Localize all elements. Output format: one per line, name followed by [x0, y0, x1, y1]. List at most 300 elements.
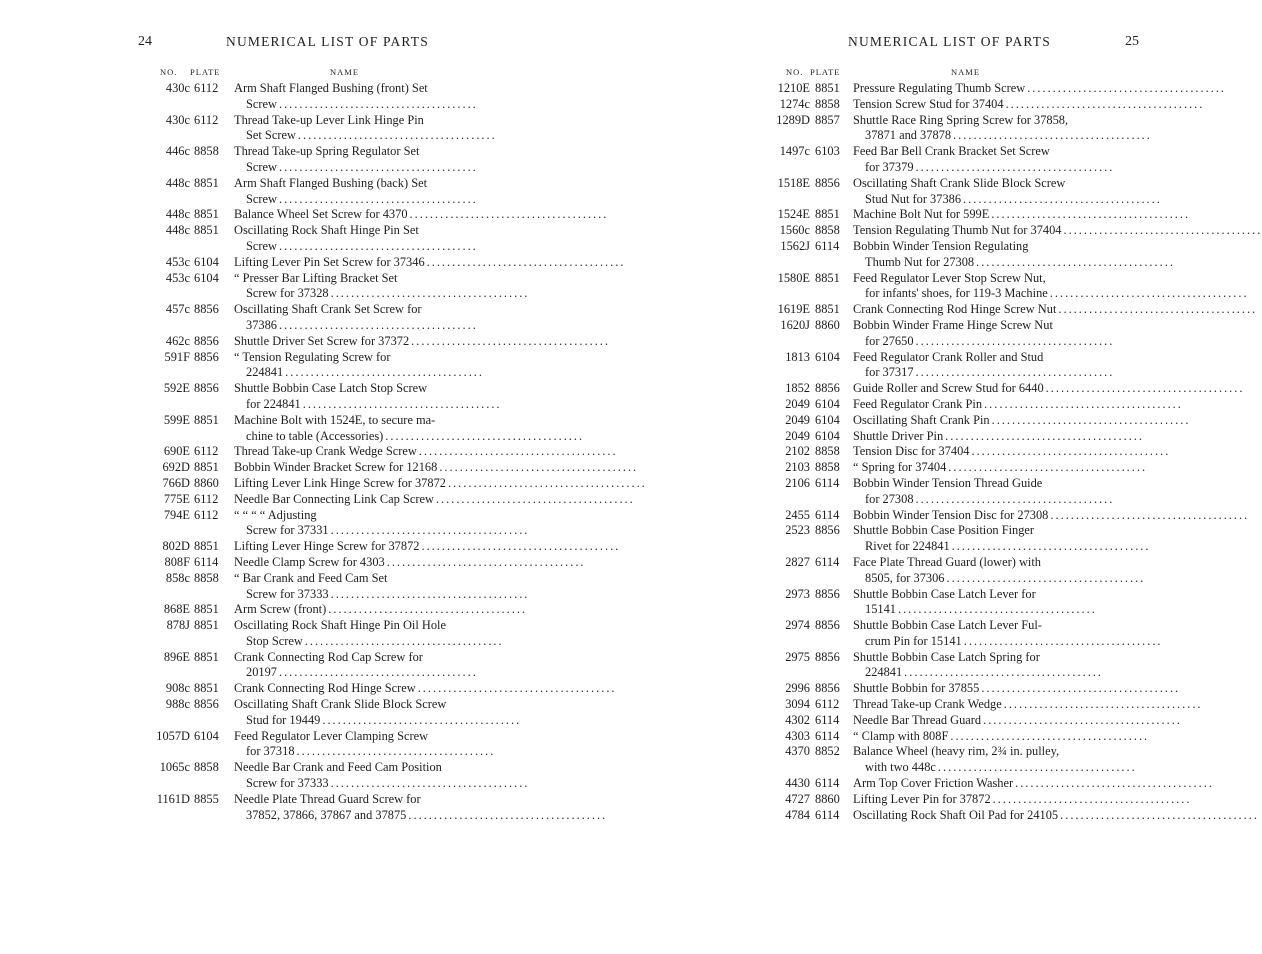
part-name-text: Thumb Nut for 27308	[865, 254, 975, 269]
part-entry	[150, 144, 478, 176]
part-number: 1057D	[156, 728, 190, 743]
part-name-line	[853, 286, 1249, 302]
part-entry	[766, 81, 1226, 97]
part-name	[234, 444, 618, 460]
part-name	[234, 349, 484, 382]
part-entry	[766, 618, 1163, 650]
part-name-line	[234, 286, 530, 302]
part-entry	[766, 396, 1183, 413]
part-name-text: Oscillating Shaft Crank Slide Block Screw	[234, 697, 447, 712]
part-name-text: for 224841	[246, 396, 301, 411]
part-entry	[766, 238, 1175, 271]
part-number: 1852	[785, 381, 810, 396]
part-name-line	[853, 665, 1103, 681]
plate-number: 6104	[194, 254, 219, 269]
leader-dots: .......................................	[297, 128, 497, 143]
part-name	[234, 554, 586, 571]
plate-number: 6114	[815, 238, 840, 253]
part-number: 446c	[165, 144, 190, 159]
part-name-text: crum Pin for 15141	[865, 633, 962, 648]
part-entry	[766, 681, 1181, 697]
part-name	[234, 618, 504, 650]
plate-number: 6114	[815, 776, 840, 791]
part-entry	[150, 112, 497, 145]
part-name-text: Face Plate Thread Guard (lower) with	[853, 554, 1041, 569]
part-name	[853, 381, 1245, 397]
part-name	[853, 302, 1258, 318]
part-entry	[766, 96, 1205, 113]
part-name-line	[234, 792, 478, 808]
part-name-line	[234, 350, 478, 366]
part-name-text: Guide Roller and Screw Stud for 6440	[853, 381, 1044, 396]
leader-dots: .......................................	[426, 254, 626, 269]
part-name-text: Oscillating Shaft Crank Set Screw for	[234, 302, 422, 317]
part-name-text: Oscillating Rock Shaft Hinge Pin Set	[234, 223, 419, 238]
part-name-text: 20197	[246, 665, 277, 680]
leader-dots: .......................................	[1050, 507, 1250, 522]
plate-number: 8851	[194, 649, 219, 664]
part-number: 4784	[785, 807, 810, 822]
part-name-text: Crank Connecting Rod Hinge Screw Nut	[853, 302, 1057, 317]
part-name-line	[234, 428, 585, 445]
part-name-text: Needle Bar Crank and Feed Cam Position	[234, 760, 442, 775]
part-name	[234, 333, 610, 350]
part-number: 2049	[785, 396, 810, 411]
part-name-line	[234, 318, 478, 334]
part-name-line	[853, 728, 1150, 745]
part-name-text: Needle Clamp Screw for 4303	[234, 554, 385, 569]
part-name-text: for 37318	[246, 744, 295, 759]
part-number: 2974	[785, 618, 810, 633]
part-entry	[150, 728, 496, 761]
part-name	[234, 223, 478, 255]
part-entry	[766, 697, 1203, 713]
part-name-line	[234, 744, 496, 760]
part-name-text: Arm Shaft Flanged Bushing (back) Set	[234, 175, 428, 190]
part-name-line	[234, 776, 530, 792]
leader-dots: .......................................	[408, 807, 608, 822]
part-name-text: Feed Regulator Crank Roller and Stud	[853, 349, 1044, 364]
part-number: 2973	[785, 586, 810, 601]
part-name	[853, 238, 1175, 271]
part-name-text: Needle Bar Thread Guard	[853, 712, 982, 727]
part-name-line	[234, 223, 478, 239]
part-number: 2523	[785, 523, 810, 538]
leader-dots: .......................................	[963, 191, 1162, 206]
part-name	[234, 270, 530, 303]
part-name	[234, 475, 647, 492]
part-name-line	[234, 618, 478, 634]
leader-dots: .......................................	[991, 207, 1191, 222]
part-name-text: Shuttle Driver Set Screw for 37372	[234, 333, 410, 348]
part-name-line	[234, 729, 478, 745]
plate-number: 8852	[815, 744, 840, 759]
leader-dots: .......................................	[945, 428, 1144, 443]
part-name-text: Machine Bolt with 1524E, to secure ma-	[234, 412, 436, 427]
plate-number: 8851	[194, 223, 219, 238]
part-name	[853, 412, 1191, 429]
part-name	[853, 81, 1226, 97]
plate-number: 6114	[815, 712, 840, 727]
part-entry	[150, 223, 478, 255]
part-name-line	[853, 633, 1163, 650]
part-name	[234, 728, 496, 761]
part-name	[853, 712, 1182, 729]
part-name-line	[234, 633, 504, 650]
part-entry	[150, 507, 530, 540]
part-name-line	[234, 254, 626, 271]
plate-number: 8851	[194, 175, 219, 190]
part-number: 448c	[165, 207, 190, 222]
part-entry	[766, 381, 1245, 397]
part-name	[853, 807, 1259, 824]
plate-number: 8851	[194, 618, 219, 633]
parts-list	[766, 81, 1262, 823]
part-name	[234, 681, 617, 697]
part-name	[853, 175, 1162, 208]
column-header-plate: PLATE	[190, 67, 221, 77]
leader-dots: .......................................	[278, 96, 478, 111]
leader-dots: .......................................	[304, 633, 504, 648]
part-name-line	[234, 602, 528, 618]
leader-dots: .......................................	[963, 633, 1163, 648]
plate-number: 8851	[194, 412, 219, 427]
leader-dots: .......................................	[278, 159, 478, 174]
part-name-line	[234, 144, 478, 160]
leader-dots: .......................................	[285, 365, 484, 380]
part-name	[853, 649, 1103, 682]
part-number: 868E	[163, 602, 190, 617]
plate-number: 8856	[815, 586, 840, 601]
part-name-text: Lifting Lever Pin Set Screw for 37346	[234, 254, 425, 269]
plate-number: 6114	[815, 507, 840, 522]
part-entry	[766, 207, 1191, 223]
part-name-text: for 37317	[865, 365, 914, 380]
part-number: 1210E	[777, 81, 810, 95]
part-name-text: with two 448c	[865, 760, 936, 775]
plate-number: 8860	[815, 317, 840, 332]
part-name	[853, 776, 1214, 792]
part-name-text: Screw for 37333	[246, 586, 329, 601]
part-entry	[766, 744, 1137, 776]
leader-dots: .......................................	[1045, 381, 1245, 396]
part-name-line	[234, 239, 478, 255]
part-name-line	[853, 555, 1099, 571]
leader-dots: .......................................	[984, 396, 1183, 411]
leader-dots: .......................................	[915, 159, 1115, 174]
part-name-line	[234, 113, 478, 129]
part-name-line	[853, 381, 1245, 397]
part-number: 896E	[163, 649, 190, 664]
plate-number: 8851	[194, 602, 219, 617]
leader-dots: .......................................	[418, 444, 618, 459]
part-name-line	[234, 523, 530, 539]
leader-dots: .......................................	[435, 491, 635, 506]
part-name-line	[853, 159, 1115, 176]
part-entry	[150, 539, 621, 555]
leader-dots: .......................................	[971, 444, 1171, 459]
column-header-name: NAME	[951, 67, 981, 77]
leader-dots: .......................................	[296, 744, 496, 759]
part-name	[234, 507, 530, 540]
part-number: 766D	[162, 475, 190, 490]
part-name-line	[234, 665, 478, 681]
plate-number: 8858	[194, 760, 219, 775]
part-name-line	[853, 460, 1148, 476]
part-name-line	[234, 192, 478, 208]
part-entry	[150, 697, 522, 729]
part-name-line	[853, 539, 1151, 555]
part-name-text: Tension Regulating Thumb Nut for 37404	[853, 223, 1062, 238]
leader-dots: .......................................	[278, 191, 478, 206]
part-name	[234, 760, 530, 792]
leader-dots: .......................................	[953, 128, 1152, 143]
part-name-line	[853, 207, 1191, 223]
part-name-text: Bobbin Winder Tension Thread Guide	[853, 475, 1043, 490]
part-name-text: Screw for 37333	[246, 776, 329, 791]
part-number: 430c	[165, 81, 190, 95]
part-name-line	[234, 650, 478, 666]
part-entry	[150, 349, 484, 382]
part-name-line	[234, 491, 635, 508]
part-name	[853, 587, 1099, 619]
part-number: 1274c	[779, 96, 810, 111]
plate-number: 6103	[815, 144, 840, 159]
part-name-text: Feed Regulator Crank Pin	[853, 396, 983, 411]
part-entry	[766, 776, 1214, 792]
part-name	[853, 475, 1115, 508]
part-name	[853, 349, 1115, 382]
part-entry	[766, 144, 1115, 176]
part-name-text: Needle Plate Thread Guard Screw for	[234, 791, 421, 806]
plate-number: 8855	[194, 791, 219, 806]
page-number: 24	[138, 34, 152, 49]
part-name-line	[234, 697, 478, 713]
plate-number: 8856	[194, 381, 219, 396]
part-number: 453c	[165, 254, 190, 269]
leader-dots: .......................................	[322, 712, 522, 727]
part-name-line	[853, 697, 1203, 713]
part-name-line	[853, 712, 1182, 729]
plate-number: 8858	[815, 223, 840, 238]
plate-number: 8856	[815, 523, 840, 538]
part-number: 2455	[785, 507, 810, 522]
leader-dots: .......................................	[1049, 286, 1249, 301]
leader-dots: .......................................	[915, 491, 1115, 506]
part-name	[853, 144, 1115, 176]
part-name	[234, 791, 608, 824]
part-name-line	[853, 176, 1099, 192]
part-name-text: Screw	[246, 191, 277, 206]
part-name-text: Balance Wheel (heavy rim, 2¾ in. pulley,	[853, 744, 1060, 759]
leader-dots: .......................................	[983, 712, 1182, 727]
part-entry	[766, 728, 1150, 745]
part-name-text: Crank Connecting Rod Cap Screw for	[234, 649, 423, 664]
part-name-line	[853, 128, 1152, 144]
part-number: 1289D	[776, 112, 810, 127]
part-name-line	[853, 507, 1250, 524]
plate-number: 8858	[815, 460, 840, 475]
part-number: 1161D	[156, 791, 190, 806]
part-name-text: Thread Take-up Lever Link Hinge Pin	[234, 112, 424, 127]
part-name	[234, 539, 621, 555]
part-name-line	[234, 97, 478, 113]
part-name-text: Bobbin Winder Tension Regulating	[853, 238, 1029, 253]
part-number: 3094	[785, 697, 810, 712]
part-name-line	[853, 365, 1115, 381]
part-name-text: 15141	[865, 602, 896, 617]
part-name-line	[853, 412, 1191, 429]
leader-dots: .......................................	[981, 681, 1181, 696]
plate-number: 8856	[815, 381, 840, 396]
plate-number: 8857	[815, 112, 840, 127]
part-entry	[766, 460, 1148, 476]
part-name-line	[234, 571, 478, 587]
part-number: 457c	[165, 302, 190, 317]
part-name	[234, 650, 478, 682]
part-name-line	[853, 96, 1205, 113]
part-number: 4302	[785, 712, 810, 727]
part-name-line	[853, 618, 1099, 634]
part-number: 4303	[785, 728, 810, 743]
part-number: 1518E	[777, 175, 810, 190]
part-name-line	[234, 807, 608, 824]
part-name-line	[853, 587, 1099, 603]
right-page	[618, 0, 1262, 954]
part-number: 1497c	[779, 144, 810, 159]
part-name-text: 8505, for 37306	[865, 570, 945, 585]
part-number: 878J	[166, 618, 190, 633]
part-name	[234, 112, 497, 145]
leader-dots: .......................................	[409, 207, 609, 222]
plate-number: 8856	[194, 302, 219, 317]
part-name-line	[234, 444, 618, 460]
part-number: 1065c	[159, 760, 190, 775]
part-name-text: 224841	[865, 665, 903, 680]
part-entry	[766, 270, 1249, 303]
part-name	[853, 207, 1191, 223]
part-entry	[766, 554, 1146, 587]
leader-dots: .......................................	[951, 539, 1151, 554]
leader-dots: .......................................	[897, 602, 1097, 617]
part-name	[853, 460, 1148, 476]
leader-dots: .......................................	[439, 460, 639, 475]
leader-dots: .......................................	[411, 333, 610, 348]
plate-number: 8860	[815, 791, 840, 806]
plate-number: 6104	[194, 270, 219, 285]
plate-number: 8856	[194, 697, 219, 712]
part-number: 1813	[785, 349, 810, 364]
leader-dots: .......................................	[950, 728, 1150, 743]
part-name-line	[234, 539, 621, 555]
part-name	[853, 270, 1249, 303]
part-name	[853, 428, 1144, 445]
part-entry	[766, 112, 1152, 145]
part-number: 2975	[785, 649, 810, 664]
part-entry	[766, 428, 1144, 445]
plate-number: 8851	[815, 302, 840, 317]
plate-number: 8856	[194, 333, 219, 348]
leader-dots: .......................................	[992, 791, 1192, 806]
part-name	[234, 491, 635, 508]
part-number: 4370	[785, 744, 810, 759]
part-number: 988c	[165, 697, 190, 712]
part-name-text: Stud for 19449	[246, 712, 321, 727]
part-name-text: “ Clamp with 808F	[853, 728, 949, 743]
part-name-text: “ “ “ “ Adjusting	[234, 507, 317, 522]
part-name	[853, 744, 1137, 776]
part-name-text: chine to table (Accessories)	[246, 428, 384, 443]
part-name-text: Screw	[246, 159, 277, 174]
part-name-text: Feed Bar Bell Crank Bracket Set Screw	[853, 144, 1050, 159]
part-name-line	[853, 271, 1099, 287]
part-name-text: Rivet for 224841	[865, 539, 950, 554]
plate-number: 8860	[194, 475, 219, 490]
plate-number: 8856	[815, 681, 840, 696]
part-entry	[766, 302, 1258, 318]
part-name-line	[853, 350, 1099, 366]
part-name-line	[234, 176, 478, 192]
plate-number: 8851	[815, 270, 840, 285]
part-entry	[766, 791, 1192, 808]
part-name-text: Shuttle Bobbin Case Position Finger	[853, 523, 1035, 538]
part-entry	[766, 475, 1115, 508]
part-name-text: Set Screw	[246, 128, 296, 143]
leader-dots: .......................................	[1003, 697, 1203, 712]
part-name	[853, 697, 1203, 713]
part-number: 2049	[785, 412, 810, 427]
part-number: 908c	[165, 681, 190, 696]
part-name-text: for 37379	[865, 159, 914, 174]
part-name-text: Screw for 37328	[246, 286, 329, 301]
part-name-text: Needle Bar Connecting Link Cap Screw	[234, 491, 434, 506]
plate-number: 6114	[815, 728, 840, 743]
part-name	[234, 602, 528, 618]
part-name	[853, 523, 1151, 555]
part-name-text: Lifting Lever Pin for 37872	[853, 791, 991, 806]
part-name-line	[234, 413, 478, 429]
part-entry	[766, 223, 1262, 239]
part-name-line	[853, 113, 1099, 129]
part-name-text: Crank Connecting Rod Hinge Screw	[234, 681, 416, 696]
part-name	[234, 381, 502, 413]
leader-dots: .......................................	[278, 238, 478, 253]
leader-dots: .......................................	[417, 681, 617, 696]
plate-number: 6112	[194, 444, 219, 459]
part-name-text: Arm Screw (front)	[234, 602, 327, 617]
part-name-line	[853, 254, 1175, 271]
part-name-text: Thread Take-up Crank Wedge	[853, 697, 1002, 712]
part-name	[234, 570, 530, 603]
part-number: 1562J	[780, 238, 810, 253]
part-entry	[150, 270, 530, 303]
plate-number: 6104	[194, 728, 219, 743]
plate-number: 8858	[194, 570, 219, 585]
part-number: 4430	[785, 776, 810, 791]
part-name-line	[853, 191, 1162, 208]
part-entry	[766, 587, 1099, 619]
part-name-line	[234, 333, 610, 350]
page-header: NUMERICAL LIST OF PARTS	[226, 34, 429, 49]
plate-number: 8851	[194, 460, 219, 475]
part-name-line	[234, 128, 497, 144]
leader-dots: .......................................	[904, 665, 1103, 680]
part-name-line	[853, 81, 1226, 97]
leader-dots: .......................................	[1058, 302, 1258, 317]
part-name-text: Feed Regulator Lever Stop Screw Nut,	[853, 270, 1046, 285]
part-entry	[766, 523, 1151, 555]
part-name-line	[234, 681, 617, 697]
